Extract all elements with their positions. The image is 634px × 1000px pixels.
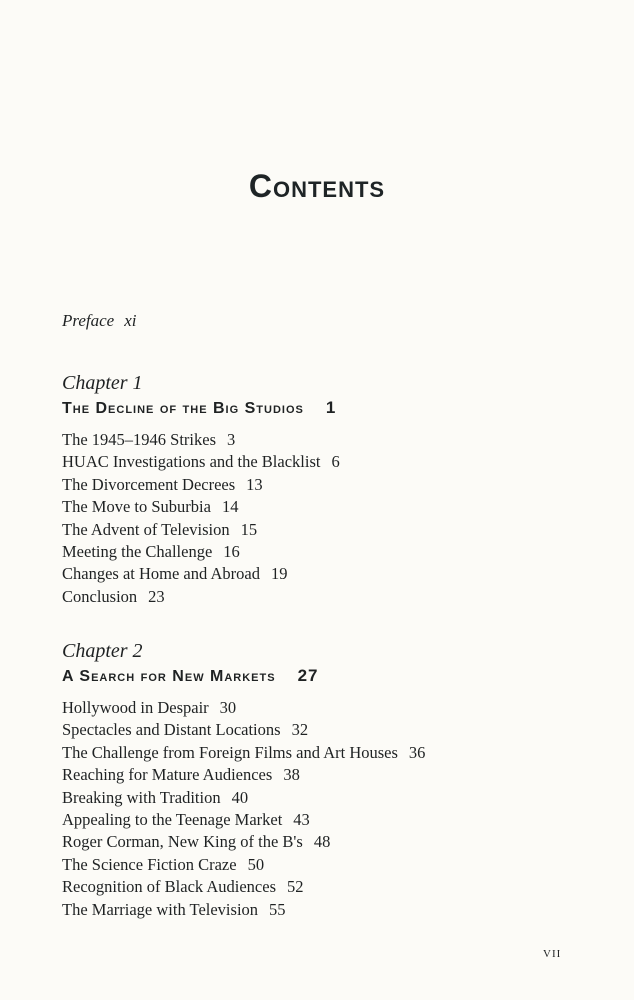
toc-entry-page: 16 [223, 542, 240, 562]
toc-entry-page: 3 [227, 430, 236, 449]
toc-entry-page: 6 [331, 452, 340, 472]
toc-entry-title: Roger Corman, New King of the B's [62, 832, 303, 852]
toc-entry-title: Changes at Home and Abroad [62, 564, 260, 584]
toc-entry [62, 719, 425, 741]
chapter-title [62, 397, 340, 420]
toc-entry-page: 55 [269, 899, 286, 919]
toc-entry-title: The Challenge from Foreign Films and Art Houses [62, 742, 398, 762]
toc-entry-page: 23 [148, 586, 165, 606]
chapter-page: 27 [297, 666, 319, 685]
toc-entry [62, 541, 340, 563]
toc-entry [62, 809, 425, 831]
toc-entry-title: The Advent of Television [62, 519, 230, 539]
chapter-title-text: A Search for New Markets [62, 668, 276, 685]
toc-entry [62, 697, 425, 719]
toc-entry [62, 519, 340, 541]
toc-entry [62, 451, 340, 473]
toc-entry-title: Appealing to the Teenage Market [62, 810, 283, 830]
toc-entry-title: HUAC Investigations and the Blacklist [62, 452, 321, 472]
toc-entry-title: The Move to Suburbia [62, 497, 211, 517]
chapter-1-entries [62, 429, 340, 608]
chapter-label: Chapter 2 [62, 640, 143, 662]
chapter-1 [62, 371, 340, 608]
preface-label: Preface [62, 311, 115, 330]
toc-entry-page: 30 [219, 698, 237, 717]
toc-entry-page: 15 [240, 519, 258, 539]
toc-entry [62, 563, 340, 585]
toc-entry-title: Meeting the Challenge [62, 542, 213, 562]
toc-entry-page: 40 [231, 787, 249, 807]
toc-entry-title: Breaking with Tradition [62, 787, 221, 807]
toc-entry-title: The 1945–1946 Strikes [62, 430, 216, 449]
toc-entry-page: 32 [291, 720, 309, 740]
toc-entry [62, 496, 340, 518]
toc-entry-title: The Divorcement Decrees [62, 474, 236, 494]
toc-entry [62, 876, 425, 898]
toc-entry [62, 474, 340, 496]
toc-entry-page: 48 [313, 832, 331, 852]
toc-entry-page: 50 [247, 854, 265, 874]
toc-entry-page: 43 [293, 810, 310, 830]
toc-entry [62, 742, 425, 764]
toc-entry-title: The Science Fiction Craze [62, 854, 237, 874]
toc-entry-page: 38 [283, 765, 300, 785]
toc-entry-title: Conclusion [62, 586, 138, 606]
toc-entry-title: The Marriage with Television [62, 899, 259, 919]
toc-entry-page: 36 [408, 742, 426, 762]
chapter-title [62, 665, 425, 688]
chapter-page: 1 [325, 398, 337, 417]
toc-entry-page: 13 [246, 474, 263, 494]
toc-entry-title: Hollywood in Despair [62, 698, 209, 717]
preface-page: xi [124, 311, 137, 330]
toc-entry [62, 831, 425, 853]
toc-entry-page: 14 [221, 497, 239, 517]
toc-entry [62, 899, 425, 921]
chapter-label: Chapter 1 [62, 372, 143, 394]
toc-entry [62, 854, 425, 876]
toc-entry-title: Reaching for Mature Audiences [62, 765, 273, 785]
chapter-2-entries [62, 697, 425, 921]
toc-entry-page: 19 [270, 564, 288, 584]
page-title: Contents [248, 168, 386, 204]
toc-entry-title: Recognition of Black Audiences [62, 877, 276, 897]
toc-entry [62, 429, 340, 451]
page-number: VII [543, 948, 562, 960]
chapter-2 [62, 639, 425, 921]
toc-entry [62, 764, 425, 786]
toc-entry-title: Spectacles and Distant Locations [62, 720, 281, 740]
chapter-title-text: The Decline of the Big Studios [62, 400, 304, 417]
preface-entry [62, 311, 137, 331]
toc-entry [62, 787, 425, 809]
toc-entry-page: 52 [287, 877, 304, 897]
toc-entry [62, 586, 340, 608]
